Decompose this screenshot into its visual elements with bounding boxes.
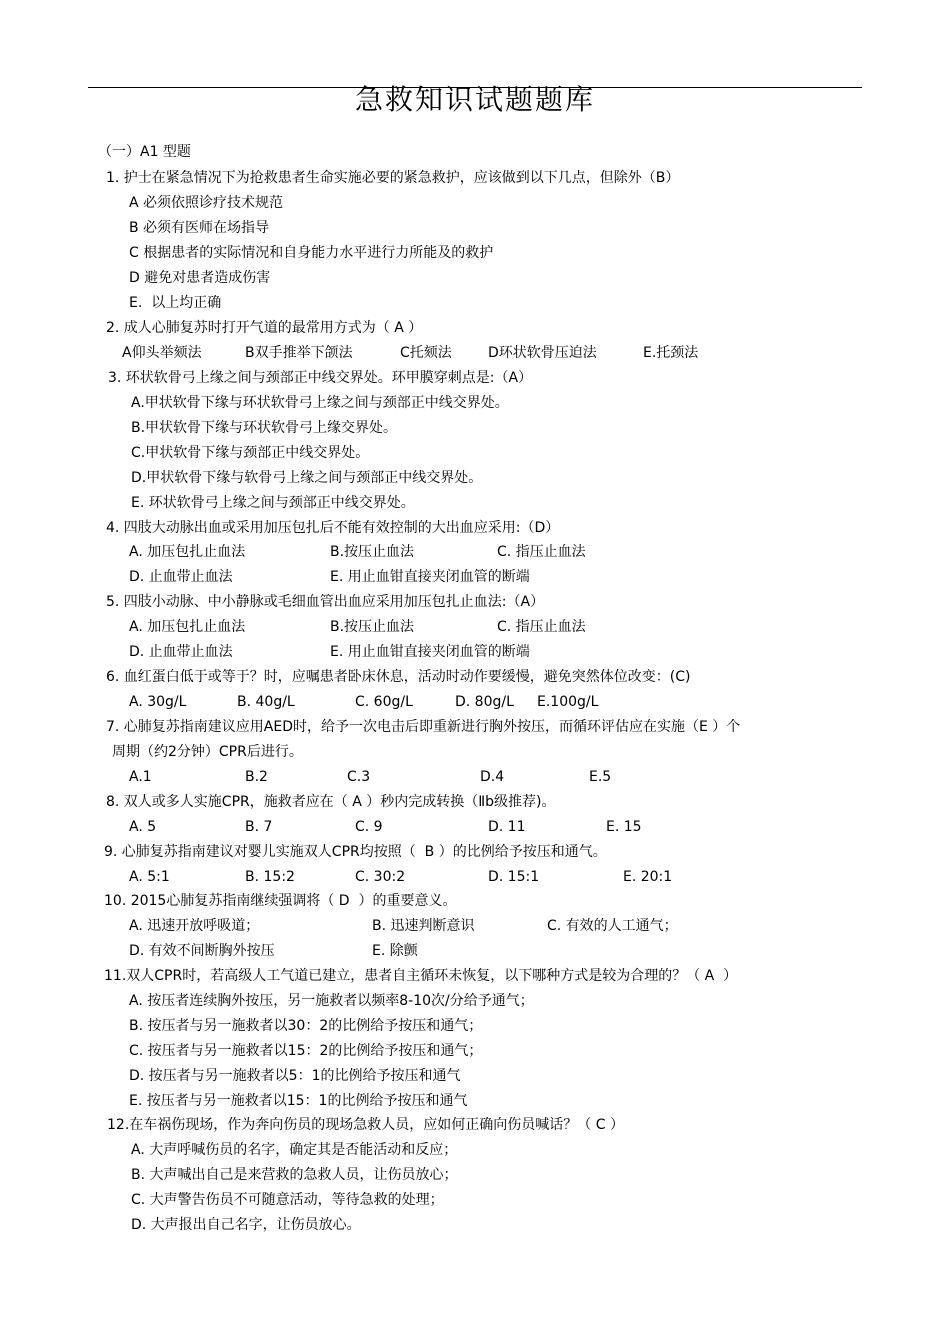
q11-option-a: A. 按压者连续胸外按压，另一施救者以频率8-10次/分给予通气；: [129, 993, 534, 1009]
q2-option-b: B双手推举下颌法: [245, 345, 353, 361]
q5-option-e: E. 用止血钳直接夹闭血管的断端: [330, 644, 530, 660]
q4-option-d: D. 止血带止血法: [129, 569, 233, 585]
q8-option-c: C. 9: [355, 819, 383, 835]
question-6-stem: 6. 血红蛋白低于或等于？时，应嘱患者卧床休息，活动时动作要缓慢，避免突然体位改变：(C): [106, 669, 691, 685]
q8-option-a: A. 5: [129, 819, 157, 835]
q6-option-a: A. 30g/L: [129, 694, 187, 710]
q12-option-d: D. 大声报出自己名字，让伤员放心。: [131, 1217, 361, 1233]
question-4-stem: 4. 四肢大动脉出血或采用加压包扎后不能有效控制的大出血应采用:（D）: [106, 520, 560, 536]
q11-option-d: D. 按压者与另一施救者以5：1的比例给予按压和通气: [129, 1068, 461, 1084]
q5-option-c: C. 指压止血法: [497, 619, 586, 635]
q2-option-a: A仰头举颏法: [122, 345, 202, 361]
q6-option-e: E.100g/L: [537, 694, 599, 710]
q4-option-e: E. 用止血钳直接夹闭血管的断端: [330, 569, 530, 585]
q7-option-c: C.3: [347, 769, 371, 785]
q4-option-a: A. 加压包扎止血法: [129, 544, 246, 560]
q3-option-e: E. 环状软骨弓上缘之间与颈部正中线交界处。: [131, 495, 415, 511]
q7-option-d: D.4: [480, 769, 505, 785]
section-heading: （一）A1 型题: [98, 144, 191, 160]
q3-option-c: C.甲状软骨下缘与颈部正中线交界处。: [131, 445, 370, 461]
q1-option-d: D 避免对患者造成伤害: [129, 270, 271, 286]
q2-option-c: C托颏法: [400, 345, 452, 361]
q7-option-a: A.1: [129, 769, 152, 785]
question-8-stem: 8. 双人或多人实施CPR，施救者应在（ A ）秒内完成转换（Ⅱb级推荐)。: [106, 794, 556, 810]
q1-option-c: C 根据患者的实际情况和自身能力水平进行力所能及的救护: [129, 245, 494, 261]
q3-option-b: B.甲状软骨下缘与环状软骨弓上缘交界处。: [131, 420, 398, 436]
q4-option-b: B.按压止血法: [330, 544, 415, 560]
q10-option-a: A. 迅速开放呼吸道；: [129, 918, 260, 934]
q9-option-a: A. 5:1: [129, 869, 170, 885]
q8-option-e: E. 15: [606, 819, 642, 835]
question-10-stem: 10. 2015心肺复苏指南继续强调将（ D ）的重要意义。: [104, 893, 457, 909]
question-7-stem: 7. 心肺复苏指南建议应用AED时，给予一次电击后即重新进行胸外按压，而循环评估应在实施（E ）个: [106, 719, 741, 735]
q10-option-b: B. 迅速判断意识: [372, 918, 475, 934]
q11-option-c: C. 按压者与另一施救者以15：2的比例给予按压和通气；: [129, 1043, 483, 1059]
q5-option-a: A. 加压包扎止血法: [129, 619, 246, 635]
q6-option-c: C. 60g/L: [355, 694, 413, 710]
question-3-stem: 3. 环状软骨弓上缘之间与颈部正中线交界处。环甲膜穿刺点是:（A）: [108, 370, 533, 386]
q6-option-d: D. 80g/L: [455, 694, 514, 710]
q2-option-e: E.托颈法: [643, 345, 699, 361]
q9-option-e: E. 20:1: [623, 869, 673, 885]
question-1-stem: 1. 护士在紧急情况下为抢救患者生命实施必要的紧急救护，应该做到以下几点，但除外（B）: [106, 170, 680, 186]
q10-option-c: C. 有效的人工通气；: [547, 918, 678, 934]
q9-option-d: D. 15:1: [488, 869, 540, 885]
q10-option-d: D. 有效不间断胸外按压: [129, 943, 275, 959]
q8-option-b: B. 7: [245, 819, 273, 835]
q8-option-d: D. 11: [488, 819, 526, 835]
page-title: 急救知识试题题库: [354, 83, 595, 116]
q3-option-a: A.甲状软骨下缘与环状软骨弓上缘之间与颈部正中线交界处。: [131, 395, 509, 411]
q9-option-c: C. 30:2: [355, 869, 406, 885]
q3-option-d: D.甲状软骨下缘与软骨弓上缘之间与颈部正中线交界处。: [131, 470, 483, 486]
question-9-stem: 9. 心肺复苏指南建议对婴儿实施双人CPR均按照（ B ）的比例给予按压和通气。: [104, 844, 607, 860]
q2-option-d: D环状软骨压迫法: [488, 345, 597, 361]
q1-option-a: A 必须依照诊疗技术规范: [129, 195, 284, 211]
q11-option-e: E. 按压者与另一施救者以15：1的比例给予按压和通气: [129, 1093, 468, 1109]
q7-option-e: E.5: [589, 769, 612, 785]
question-7-stem-continued: 周期（约2分钟）CPR后进行。: [112, 744, 303, 760]
q7-option-b: B.2: [245, 769, 268, 785]
q12-option-a: A. 大声呼喊伤员的名字，确定其是否能活动和反应；: [131, 1142, 458, 1158]
q1-option-b: B 必须有医师在场指导: [129, 220, 270, 236]
q12-option-c: C. 大声警告伤员不可随意活动，等待急救的处理；: [131, 1192, 444, 1208]
q6-option-b: B. 40g/L: [237, 694, 295, 710]
question-12-stem: 12.在车祸伤现场，作为奔向伤员的现场急救人员，应如何正确向伤员喊话？（ C ）: [107, 1117, 624, 1133]
question-11-stem: 11.双人CPR时，若高级人工气道已建立，患者自主循环未恢复，以下哪种方式是较为合理的？（ A ）: [104, 968, 738, 984]
q10-option-e: E. 除颤: [372, 943, 418, 959]
q5-option-b: B.按压止血法: [330, 619, 415, 635]
q4-option-c: C. 指压止血法: [497, 544, 586, 560]
question-2-stem: 2. 成人心肺复苏时打开气道的最常用方式为（ A ）: [106, 320, 423, 336]
q5-option-d: D. 止血带止血法: [129, 644, 233, 660]
q12-option-b: B. 大声喊出自己是来营救的急救人员，让伤员放心；: [131, 1167, 458, 1183]
q9-option-b: B. 15:2: [245, 869, 295, 885]
question-5-stem: 5. 四肢小动脉、中小静脉或毛细血管出血应采用加压包扎止血法:（A）: [106, 594, 545, 610]
q11-option-b: B. 按压者与另一施救者以30：2的比例给予按压和通气；: [129, 1018, 483, 1034]
q1-option-e: E. 以上均正确: [129, 295, 222, 311]
